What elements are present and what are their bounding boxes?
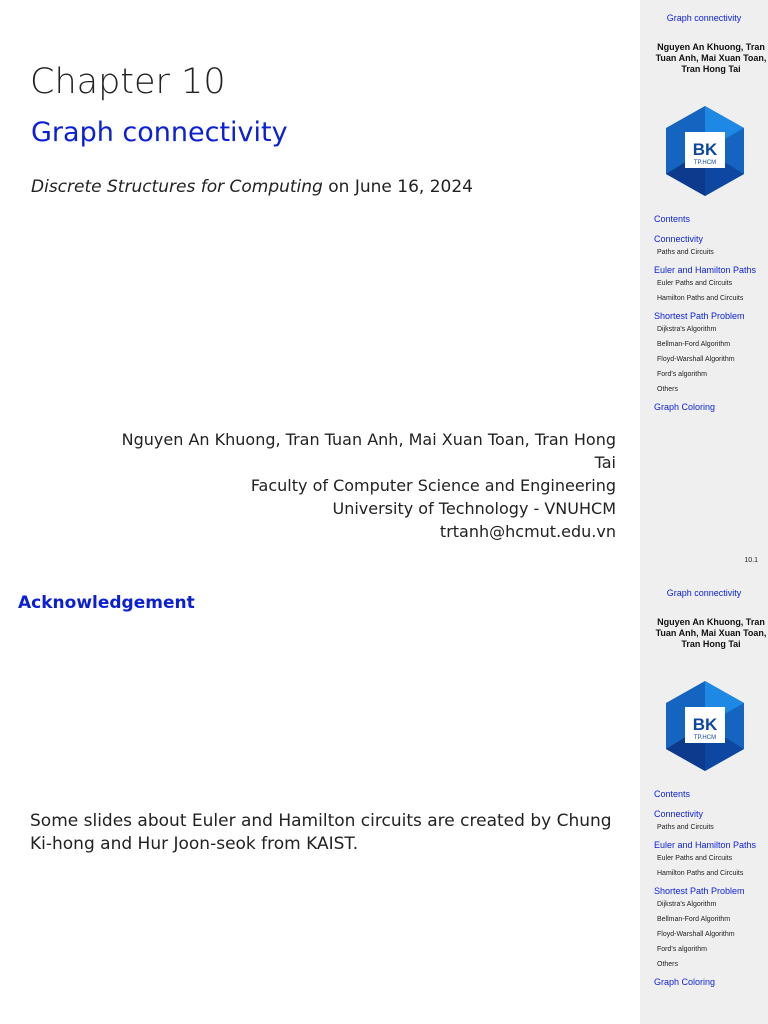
sidebar-subsection[interactable]: Hamilton Paths and Circuits <box>657 870 744 877</box>
bk-logo-icon <box>658 679 752 773</box>
course-name: Discrete Structures for Computing <box>31 177 323 197</box>
sidebar-title[interactable]: Graph connectivity <box>666 588 742 598</box>
sidebar-section[interactable]: Euler and Hamilton Paths <box>654 265 757 275</box>
faculty: Faculty of Computer Science and Engineering <box>250 476 616 495</box>
university: University of Technology - VNUHCM <box>332 499 616 518</box>
sidebar-authors: Nguyen An Khuong, Tran Tuan Anh, Mai Xuan Toan, Tran Hong Tai <box>655 617 767 649</box>
sidebar-subsection[interactable]: Paths and Circuits <box>657 249 714 256</box>
logo-subtext: TP.HCM <box>693 160 717 166</box>
sidebar-subsection[interactable]: Paths and Circuits <box>657 824 714 831</box>
email: trtanh@hcmut.edu.vn <box>439 522 616 541</box>
sidebar-subsection[interactable]: Bellman-Ford Algorithm <box>657 916 731 923</box>
chapter-title: Chapter 10 <box>30 62 226 102</box>
sidebar-section[interactable]: Shortest Path Problem <box>654 311 745 321</box>
course-line <box>31 177 473 197</box>
sidebar-subsection[interactable]: Others <box>657 386 679 393</box>
sidebar <box>640 575 768 1024</box>
sidebar-subsection[interactable]: Hamilton Paths and Circuits <box>657 295 744 302</box>
authors-line-1: Nguyen An Khuong, Tran Tuan Anh, Mai Xuan Toan, Tran Hong <box>121 430 616 449</box>
sidebar-subsection[interactable]: Others <box>657 961 679 968</box>
sidebar-section[interactable]: Euler and Hamilton Paths <box>654 840 757 850</box>
logo-text: BK <box>692 715 718 734</box>
sidebar-authors: Nguyen An Khuong, Tran Tuan Anh, Mai Xuan Toan, Tran Hong Tai <box>655 42 767 74</box>
sidebar <box>640 0 768 575</box>
sidebar-subsection[interactable]: Ford's algorithm <box>657 371 707 378</box>
sidebar-subsection[interactable]: Dijkstra's Algorithm <box>657 901 717 908</box>
sidebar-section[interactable]: Connectivity <box>654 234 704 244</box>
sidebar-title[interactable]: Graph connectivity <box>666 13 742 23</box>
sidebar-section[interactable]: Graph Coloring <box>654 402 716 412</box>
sidebar-contents-link[interactable]: Contents <box>654 789 691 799</box>
authors-line-2: Tai <box>594 453 616 472</box>
sidebar-section[interactable]: Shortest Path Problem <box>654 886 745 896</box>
page-number: 10.1 <box>744 557 758 564</box>
sidebar-subsection[interactable]: Euler Paths and Circuits <box>657 855 733 862</box>
sidebar-subsection[interactable]: Ford's algorithm <box>657 946 707 953</box>
author-block <box>16 428 616 543</box>
bk-logo-icon <box>658 104 752 198</box>
sidebar-subsection[interactable]: Euler Paths and Circuits <box>657 280 733 287</box>
sidebar-section[interactable]: Graph Coloring <box>654 977 716 987</box>
sidebar-subsection[interactable]: Bellman-Ford Algorithm <box>657 341 731 348</box>
sidebar-subsection[interactable]: Dijkstra's Algorithm <box>657 326 717 333</box>
sidebar-contents-link[interactable]: Contents <box>654 214 691 224</box>
sidebar-subsection[interactable]: Floyd-Warshall Algorithm <box>657 931 735 938</box>
slide-subtitle: Graph connectivity <box>31 117 288 148</box>
sidebar-section[interactable]: Connectivity <box>654 809 704 819</box>
sidebar-nav <box>654 789 768 988</box>
sidebar-subsection[interactable]: Floyd-Warshall Algorithm <box>657 356 735 363</box>
ack-body: Some slides about Euler and Hamilton circuits are created by Chung Ki-hong and Hur Joon-seok from KAIST. <box>30 811 612 854</box>
ack-heading: Acknowledgement <box>18 593 195 613</box>
logo-subtext: TP.HCM <box>693 735 717 741</box>
acknowledgement-slide <box>0 575 768 1024</box>
date-text: on June 16, 2024 <box>322 177 473 197</box>
logo-text: BK <box>692 140 718 159</box>
sidebar-nav <box>654 214 768 413</box>
